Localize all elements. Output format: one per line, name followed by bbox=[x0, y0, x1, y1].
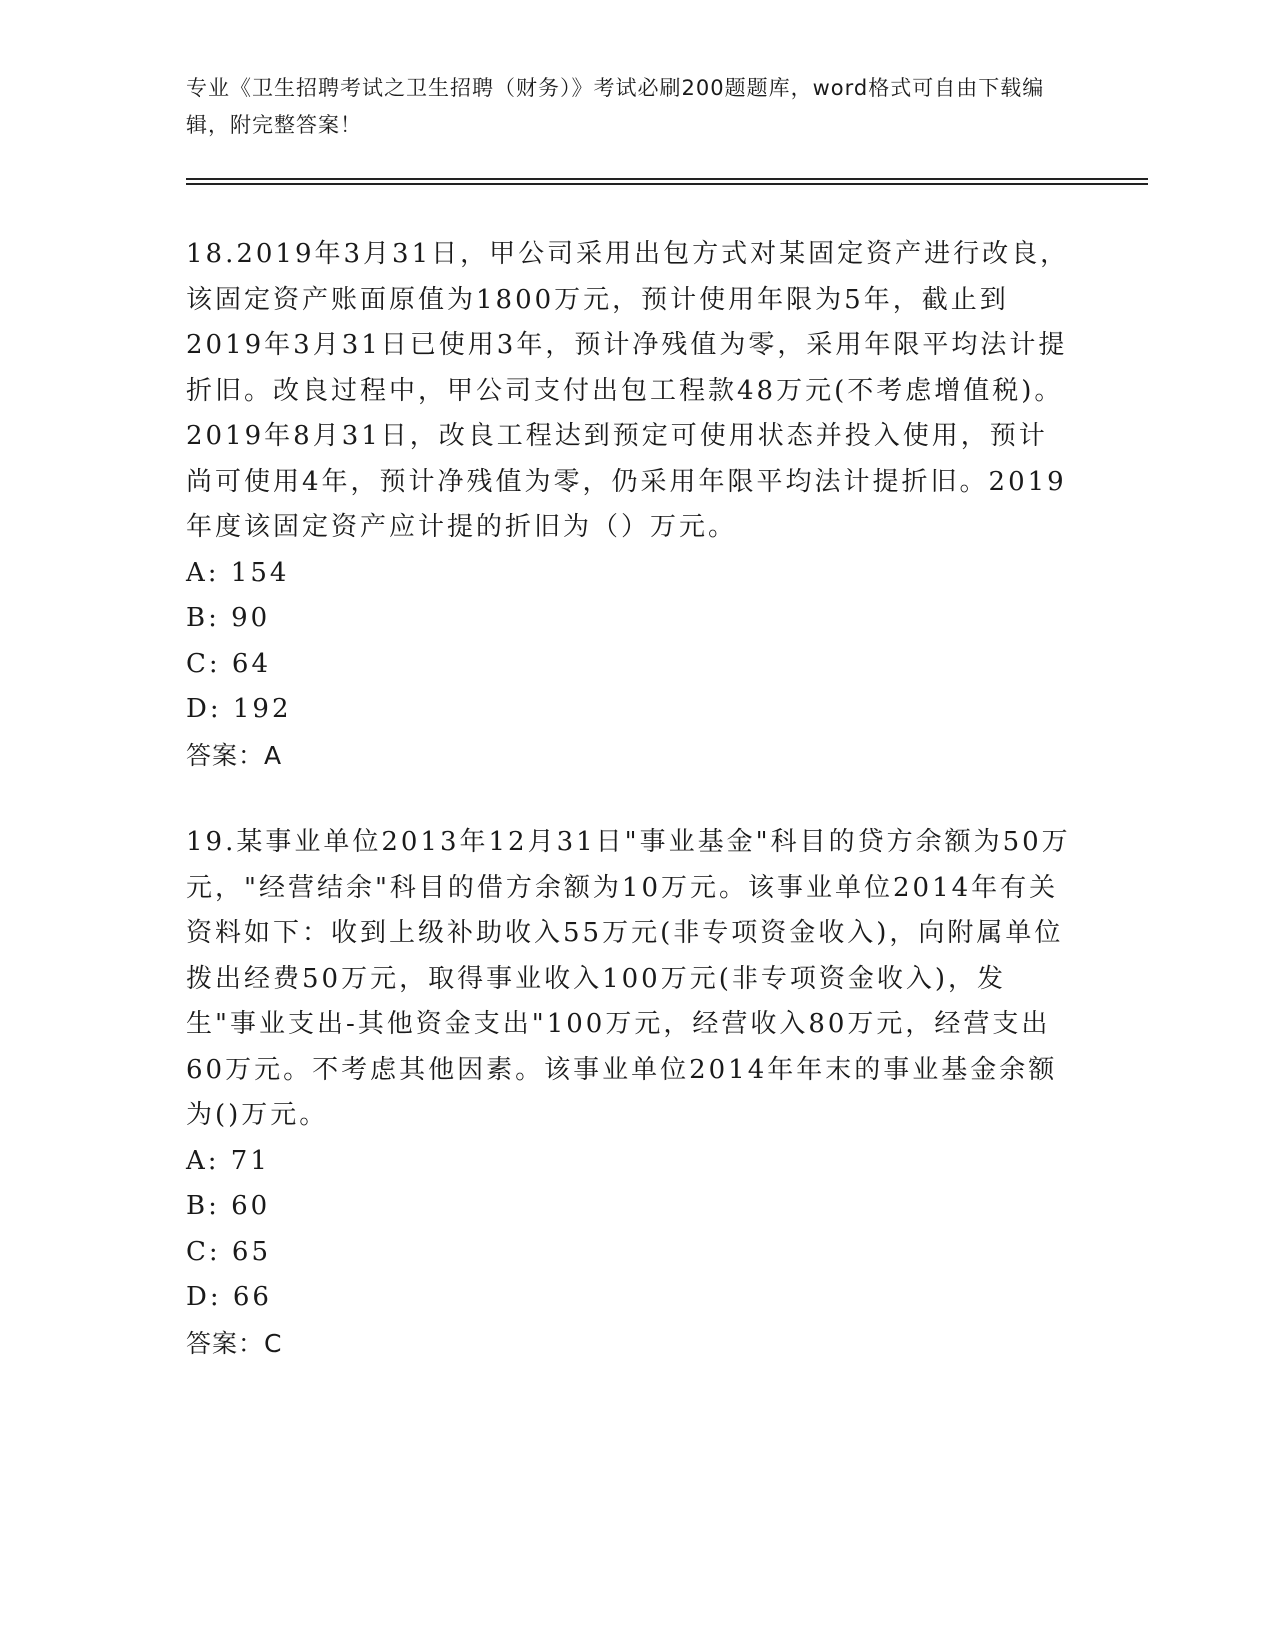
option-a: A: 71 bbox=[186, 1145, 270, 1176]
document-header: 专业《卫生招聘考试之卫生招聘（财务）》考试必刷200题题库，word格式可自由下载编辑，附完整答案！ bbox=[186, 76, 1045, 137]
option-c: C: 65 bbox=[186, 1236, 272, 1267]
option-b: B: 60 bbox=[186, 1191, 271, 1221]
answer: 答案：A bbox=[186, 740, 283, 770]
option-b: B: 90 bbox=[186, 603, 271, 633]
question-stem: 19.某事业单位2013年12月31日"事业基金"科目的贷方余额为50万元，"经营结余"科目的借方余额为10万元。该事业单位2014年有关资料如下：收到上级补助收入55万元(非专项资金收入)，向附属单位拨出经费50万元，取得事业收入100万元(非专项资金收入)，发生"事业支出-其他资金支出"100万元，经营收入80万元，经营支出60万元。不考虑其他因素。该事业单位2014年年末的事业基金余额为()万元。 bbox=[186, 827, 1071, 1130]
question-19 bbox=[186, 820, 1076, 1366]
header-divider-bottom bbox=[186, 183, 1148, 185]
header-divider-top bbox=[186, 178, 1148, 180]
option-a: A: 154 bbox=[186, 557, 290, 588]
option-d: D: 66 bbox=[186, 1282, 272, 1312]
answer: 答案：C bbox=[186, 1328, 283, 1358]
option-c: C: 64 bbox=[186, 648, 272, 679]
option-d: D: 192 bbox=[186, 694, 292, 724]
question-18 bbox=[186, 232, 1076, 778]
question-stem: 18.2019年3月31日，甲公司采用出包方式对某固定资产进行改良，该固定资产账面原值为1800万元，预计使用年限为5年，截止到2019年3月31日已使用3年，预计净残值为零，采用年限平均法计提折旧。改良过程中，甲公司支付出包工程款48万元(不考虑增值税)。2019年8月31日，改良工程达到预定可使用状态并投入使用，预计尚可使用4年，预计净残值为零，仍采用年限平均法计提折旧。2019年度该固定资产应计提的折旧为（）万元。 bbox=[186, 239, 1070, 542]
